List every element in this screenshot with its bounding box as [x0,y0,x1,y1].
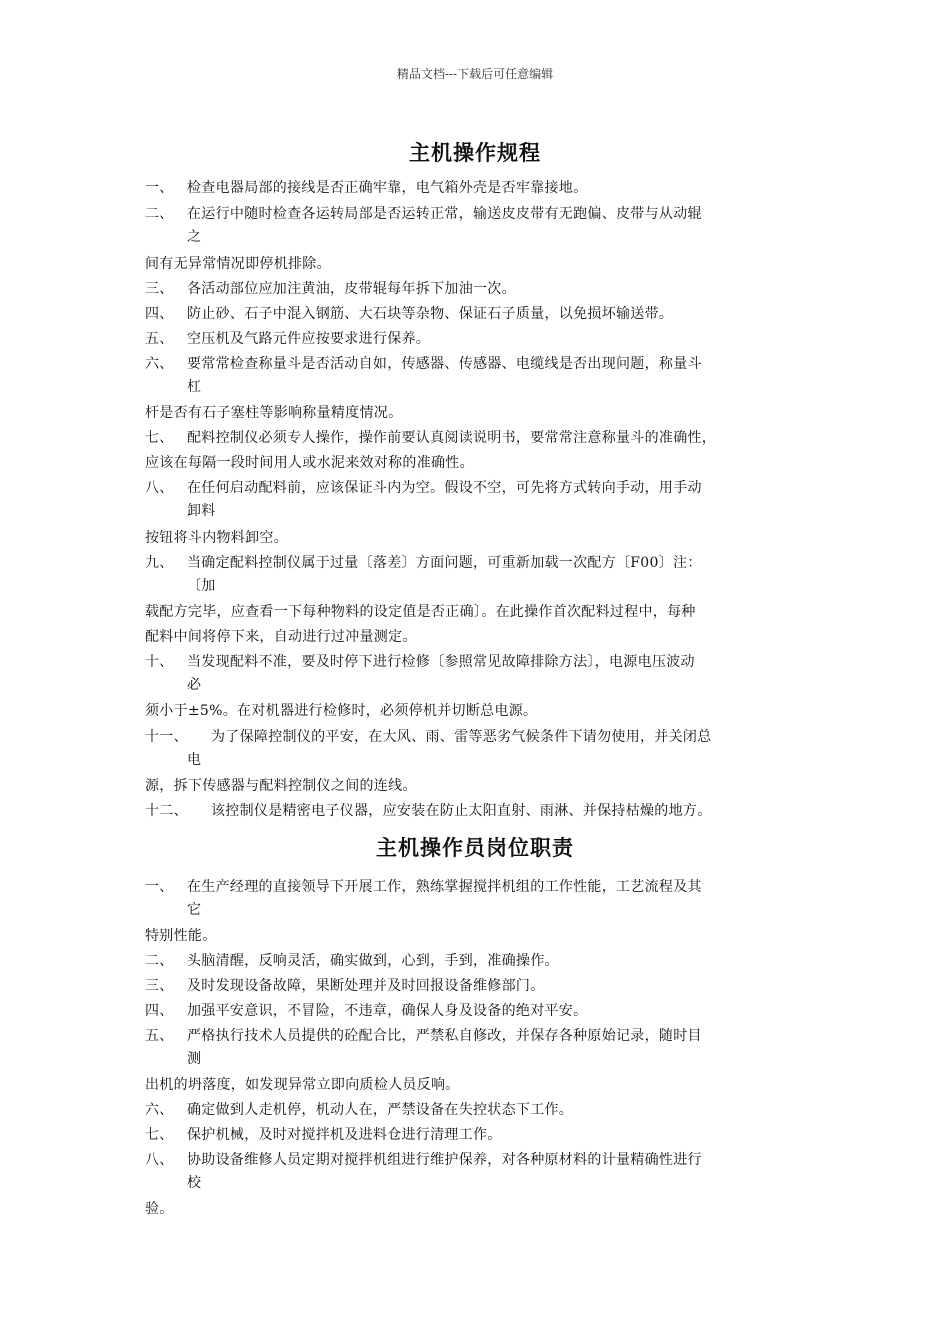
item-number: 一、 [145,180,174,196]
item-text: 要常常检查称量斗是否活动自如，传感器、传感器、电缆线是否出现问题，称量斗 [187,356,702,372]
item-number: 二、 [145,953,174,969]
item-text: 保护机械，及时对搅拌机及进料仓进行清理工作。 [187,1127,502,1143]
item-text: 在运行中随时检查各运转局部是否运转正常，输送皮皮带有无跑偏、皮带与从动辊 [187,206,702,222]
item-number: 六、 [145,356,174,372]
item-number: 四、 [145,306,174,322]
item-number: 二、 [145,206,174,222]
document-page: 精品文档---下载后可任意编辑 主机操作规程 一、 检查电器局部的接线是否正确牢靠，电气箱外壳是否牢靠接地。 二、 在运行中随时检查各运转局部是否运转正常，输送皮皮带有无跑偏、皮带与从动辊 之 间有无异常情况即停机排除。 三、 各活动部位应加注黄油，皮带辊每年拆下加油一次。 四、 防止砂、石子中混入钢筋、大石块等杂物、保证石子质量，以免损坏输送带。 五、 空压机及气路元件应按要求进行保养。 六、 要常常检查称量斗是否活动自如，传感器、传感器、电缆线是否出现问题，称量斗 杠 杆是否有石子塞柱等影响称量精度情况。 七、 配料控制仪必须专人操作，操作前要认真阅读说明书，要常常注意称量斗的准确性， 应该在每隔一段时间用人或水泥来效对称的准确性。 八、 在任何启动配料前，应该保证斗内为空。假设不空，可先将方式转向手动，用手动 卸料 按钮将斗内物料卸空。 九、 当确定配料控制仪属于过量〔落差〕方面问题，可重新加载一次配方〔F00〕注： 〔加 载配方完毕，应查看一下每种物料的设定值是否正确〕。在此操作首次配料过程中，每种 配料中间将停下来，自动进行过冲量测定。 十、 当发现配料不准，要及时停下进行检修〔参照常见故障排除方法〕，电源电压波动 必 须小于±5%。在对机器进行检修时，必须停机并切断总电源。 十一、 为了保障控制仪的平安，在大风、雨、雷等恶劣气候条件下请勿使用，并关闭总 电 源，拆下传感器与配料控制仪之间的连线。 十二、 该控制仪是精密电子仪器，应安装在防止太阳直射、雨淋、并保持枯燥的地方。 主机操作员岗位职责 一、 在生产经理的直接领导下开展工作，熟练掌握搅拌机组的工作性能，工艺流程及其 它 特别性能。 二、 头脑清醒，反响灵活，确实做到，心到，手到，准确操作。 三、 及时发现设备故障，果断处理并及时回报设备维修部门。 四、 加强平安意识，不冒险，不违章，确保人身及设备的绝对平安。 五、 严格执行技术人员提供的砼配合比，严禁私自修改，并保存各种原始记录，随时目 测 出机的坍落度，如发现异常立即向质检人员反响。 六、 确定做到人走机停，机动人在，严禁设备在失控状态下工作。 七、 保护机械，及时对搅拌机及进料仓进行清理工作。 八、 协助设备维修人员定期对搅拌机组进行维护保养，对各种原材料的计量精确性进行 校 验。 [0,0,950,1344]
item-text: 防止砂、石子中混入钢筋、大石块等杂物、保证石子质量，以免损坏输送带。 [187,306,674,322]
section2-title: 主机操作员岗位职责 [376,835,574,860]
item-number: 十一、 [145,729,188,745]
item-text: 确定做到人走机停，机动人在，严禁设备在失控状态下工作。 [187,1102,574,1118]
item-number: 十二、 [145,803,188,819]
item-number: 五、 [145,1028,174,1044]
item-number: 八、 [145,1152,174,1168]
item-number: 七、 [145,430,174,446]
item-text: 在任何启动配料前，应该保证斗内为空。假设不空，可先将方式转向手动，用手动 [187,480,702,496]
item-text: 加强平安意识，不冒险，不违章，确保人身及设备的绝对平安。 [187,1003,588,1019]
item-text: 各活动部位应加注黄油，皮带辊每年拆下加油一次。 [187,281,516,297]
item-number: 三、 [145,978,174,994]
item-text: 当发现配料不准，要及时停下进行检修〔参照常见故障排除方法〕，电源电压波动 [187,654,695,670]
item-text: 当确定配料控制仪属于过量〔落差〕方面问题，可重新加载一次配方〔F00〕注： [187,555,702,571]
item-text: 检查电器局部的接线是否正确牢靠，电气箱外壳是否牢靠接地。 [187,180,588,196]
item-text: 协助设备维修人员定期对搅拌机组进行维护保养，对各种原材料的计量精确性进行 [187,1152,702,1168]
item-number: 九、 [145,555,174,571]
page-header: 精品文档---下载后可任意编辑 [396,67,554,81]
item-text: 严格执行技术人员提供的砼配合比，严禁私自修改，并保存各种原始记录，随时目 [187,1028,702,1044]
item-number: 六、 [145,1102,174,1118]
item-number: 四、 [145,1003,174,1019]
item-text: 及时发现设备故障，果断处理并及时回报设备维修部门。 [187,978,545,994]
item-text: 空压机及气路元件应按要求进行保养。 [187,331,431,347]
item-number: 五、 [145,331,174,347]
item-number: 三、 [145,281,174,297]
section1-title: 主机操作规程 [409,140,541,165]
item-number: 七、 [145,1127,174,1143]
item-number: 一、 [145,879,174,895]
item-number: 八、 [145,480,174,496]
item-text: 头脑清醒，反响灵活，确实做到，心到，手到，准确操作。 [187,953,559,969]
item-number: 十、 [145,654,174,670]
item-text: 为了保障控制仪的平安，在大风、雨、雷等恶劣气候条件下请勿使用，并关闭总 [211,729,712,745]
item-text: 该控制仪是精密电子仪器，应安装在防止太阳直射、雨淋、并保持枯燥的地方。 [211,803,712,819]
item-text: 配料控制仪必须专人操作，操作前要认真阅读说明书，要常常注意称量斗的准确性， [187,430,717,446]
item-text: 在生产经理的直接领导下开展工作，熟练掌握搅拌机组的工作性能，工艺流程及其 [187,879,702,895]
